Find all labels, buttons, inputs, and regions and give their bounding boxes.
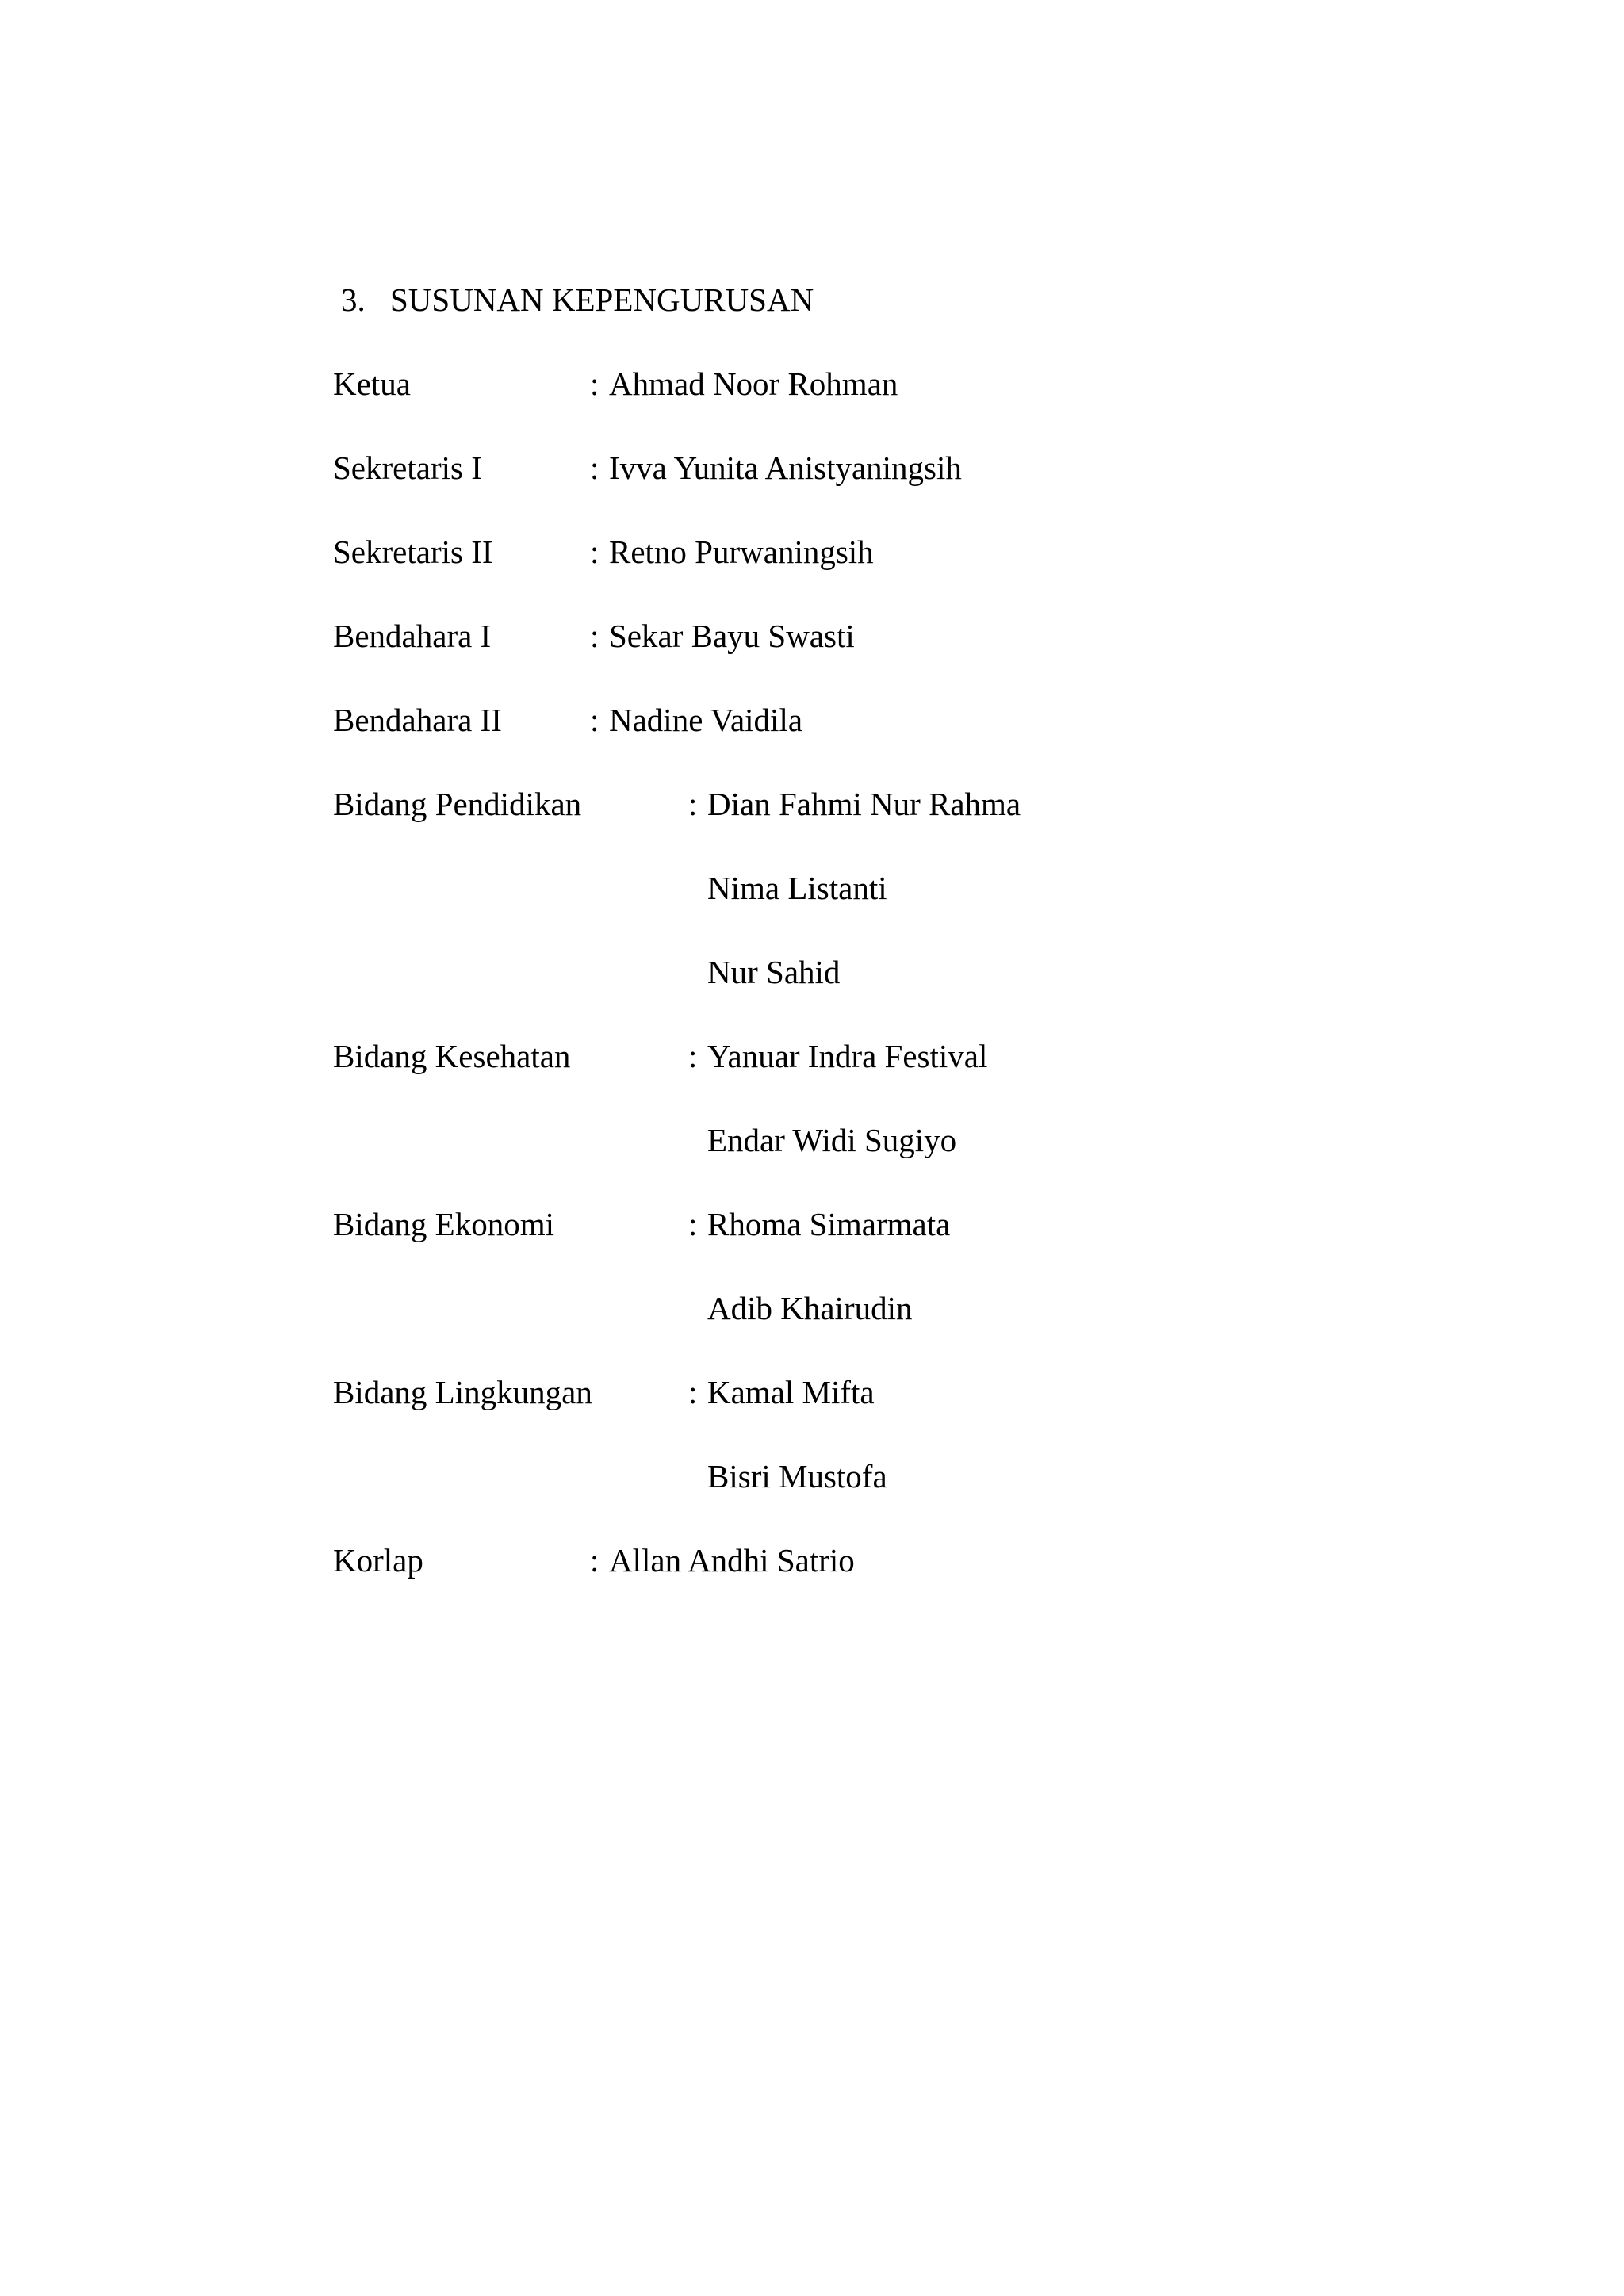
member-name: Allan Andhi Satrio xyxy=(609,1542,855,1578)
colon-separator: : xyxy=(688,1374,698,1410)
member-name: Rhoma Simarmata xyxy=(707,1206,951,1242)
member-name: Adib Khairudin xyxy=(707,1290,913,1326)
member-name: Nadine Vaidila xyxy=(609,702,803,738)
role-label: Bendahara I xyxy=(333,618,492,654)
role-label: Bendahara II xyxy=(333,702,502,738)
member-name: Kamal Mifta xyxy=(707,1374,875,1410)
officer-row-korlap xyxy=(0,1540,1624,1587)
member-name: Endar Widi Sugiyo xyxy=(707,1122,957,1158)
officer-row-continuation xyxy=(0,1288,1624,1335)
officer-row-bendahara-1 xyxy=(0,615,1624,663)
role-label: Ketua xyxy=(333,365,411,402)
member-name: Ahmad Noor Rohman xyxy=(609,365,898,402)
role-label: Bidang Lingkungan xyxy=(333,1374,592,1410)
colon-separator: : xyxy=(590,1542,599,1578)
section-heading xyxy=(341,279,814,320)
colon-separator: : xyxy=(590,365,599,402)
officer-row-bidang-pendidikan xyxy=(0,783,1624,831)
officer-row-bidang-kesehatan xyxy=(0,1035,1624,1083)
member-name: Bisri Mustofa xyxy=(707,1458,887,1494)
officer-row-bendahara-2 xyxy=(0,699,1624,747)
role-label: Bidang Pendidikan xyxy=(333,786,582,822)
colon-separator: : xyxy=(590,450,599,486)
member-name: Yanuar Indra Festival xyxy=(707,1038,988,1074)
colon-separator: : xyxy=(590,702,599,738)
colon-separator: : xyxy=(590,534,599,570)
member-name: Nima Listanti xyxy=(707,870,887,906)
section-number: 3. xyxy=(341,281,366,318)
role-label: Korlap xyxy=(333,1542,423,1578)
section-title: SUSUNAN KEPENGURUSAN xyxy=(390,281,814,318)
officer-row-bidang-lingkungan xyxy=(0,1372,1624,1419)
officer-row-sekretaris-1 xyxy=(0,447,1624,495)
colon-separator: : xyxy=(688,1038,698,1074)
officer-row-continuation xyxy=(0,951,1624,999)
member-name: Dian Fahmi Nur Rahma xyxy=(707,786,1021,822)
member-name: Sekar Bayu Swasti xyxy=(609,618,855,654)
member-name: Ivva Yunita Anistyaningsih xyxy=(609,450,962,486)
role-label: Bidang Ekonomi xyxy=(333,1206,555,1242)
colon-separator: : xyxy=(590,618,599,654)
member-name: Nur Sahid xyxy=(707,954,841,990)
member-name: Retno Purwaningsih xyxy=(609,534,874,570)
role-label: Sekretaris I xyxy=(333,450,482,486)
officer-row-ketua xyxy=(0,363,1624,411)
role-label: Bidang Kesehatan xyxy=(333,1038,571,1074)
officer-row-continuation xyxy=(0,1119,1624,1167)
colon-separator: : xyxy=(688,1206,698,1242)
officer-row-continuation xyxy=(0,867,1624,915)
officer-row-bidang-ekonomi xyxy=(0,1203,1624,1251)
officer-row-sekretaris-2 xyxy=(0,531,1624,579)
colon-separator: : xyxy=(688,786,698,822)
role-label: Sekretaris II xyxy=(333,534,493,570)
officer-row-continuation xyxy=(0,1456,1624,1503)
